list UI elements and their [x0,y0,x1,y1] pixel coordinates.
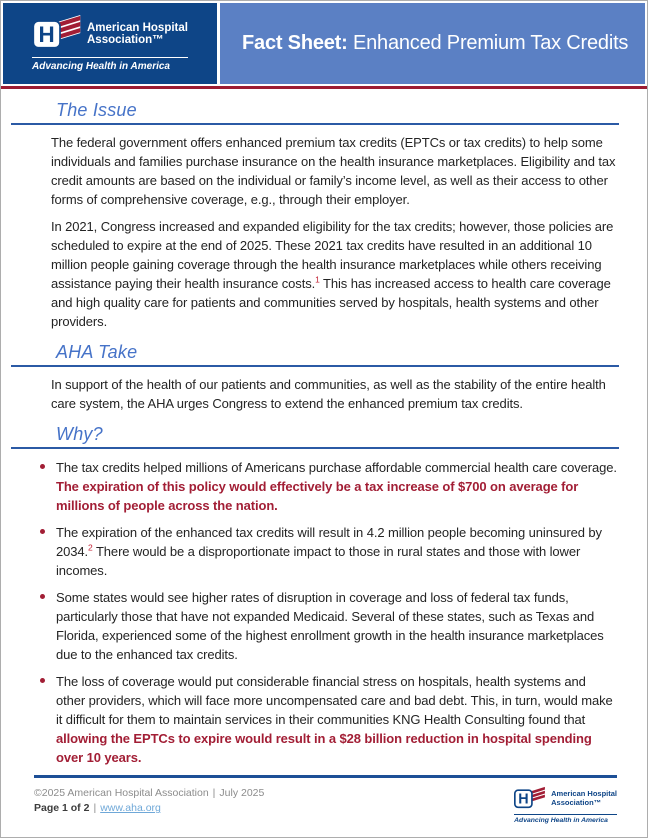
brand-name [87,22,188,47]
svg-text:H: H [518,791,529,808]
title-rest: Enhanced Premium Tax Credits [347,32,629,54]
section-heading-why: Why? [56,424,103,444]
footer [34,775,617,824]
aha-h-flag-icon [514,786,546,811]
footer-separator: | [93,802,97,814]
section-rule [11,123,619,125]
header-title-panel [220,3,645,84]
aha-h-flag-icon [32,15,82,53]
aha-logo-top [32,15,188,53]
footer-brand-tagline: Advancing Health in America [514,814,617,824]
footer-brand-name [551,790,617,806]
footer-date: July 2025 [219,787,265,799]
aha-logo [32,15,188,72]
footer-brand-name-line1: American Hospital [551,789,617,799]
svg-text:H: H [38,21,55,47]
issue-paragraph-1: The federal government offers enhanced premium tax credits (EPTCs or tax credits) to help some individuals and families purchase insurance on the health insurance marketplaces. Eligibility and tax credit amounts are based on the individual or family’s income level, as well as their access to other forms of comprehensive coverage, e.g., through their employer. [51,135,616,207]
issue-paragraph-2: In 2021, Congress increased and expanded eligibility for the tax credits; however, those policies are scheduled to expire at the end of 2025. These 2021 tax credits have resulted in an additional 10 million people gaining coverage through the health insurance marketplaces while others receiving assistance paying their health insurance costs.$^1$ This has increased access to health care coverage and high quality care for patients and communities served by hospitals, health systems and other providers. [51,219,614,329]
footer-separator: | [212,787,216,799]
section-heading-the-issue: The Issue [56,100,137,120]
aha-take-paragraph: In support of the health of our patients and communities, as well as the stability of the entire health care system, the AHA urges Congress to extend the enhanced premium tax credits. [51,377,606,411]
brand-name-line1: American Hospital [87,21,188,34]
footer-aha-logo [514,786,617,824]
bullet-item-tax-increase: The tax credits helped millions of Americans purchase affordable commercial health care coverage. The expiration of this policy would effectively be a tax increase of $700 on average for millions of people across the nation. [56,460,617,513]
footer-brand-name-line2: Association™ [551,797,602,807]
header-brand-panel [3,3,217,84]
title-prefix: Fact Sheet: [242,32,348,54]
fact-sheet-title [242,32,628,55]
why-bullet-list [56,458,617,767]
header [3,3,645,84]
section-rule [11,365,619,367]
footer-info [34,786,264,816]
bullet-item-hospital-stress: The loss of coverage would put considerable financial stress on hospitals, health systems and other providers, which will face more uncompensated care and bad debt. This, in turn, would make it difficult for them to maintain services in their communities KNG Health Consulting found that allowing the EPTCs to expire would result in a $28 billion reduction in hospital spending over 10 years. [56,672,617,767]
header-red-divider [1,86,647,89]
footer-aha-logo-top [514,786,617,811]
page-indicator: Page 1 of 2 [34,802,90,814]
website-link[interactable]: www.aha.org [100,802,161,814]
footer-line-2 [34,801,264,816]
bullet-item-state-disruption: Some states would see higher rates of disruption in coverage and loss of federal tax funds, particularly those that have not expanded Medicaid. Several of these states, such as Texas and Florida, experienced some of the highest enrollment growth in the health insurance marketplaces due to the enhanced tax credits. [56,588,617,664]
section-rule [11,447,619,449]
section-heading-aha-take: AHA Take [56,342,138,362]
footer-copyright: ©2025 American Hospital Association [34,787,209,799]
bullet-item-uninsured: The expiration of the enhanced tax credits will result in 4.2 million people becoming uninsured by 2034.$^2$ There would be a disproportionate impact to those in rural states and those with lower incomes. [56,523,617,580]
brand-tagline: Advancing Health in America [32,57,188,72]
brand-name-line2: Association™ [87,34,164,46]
footer-line-1 [34,786,264,801]
